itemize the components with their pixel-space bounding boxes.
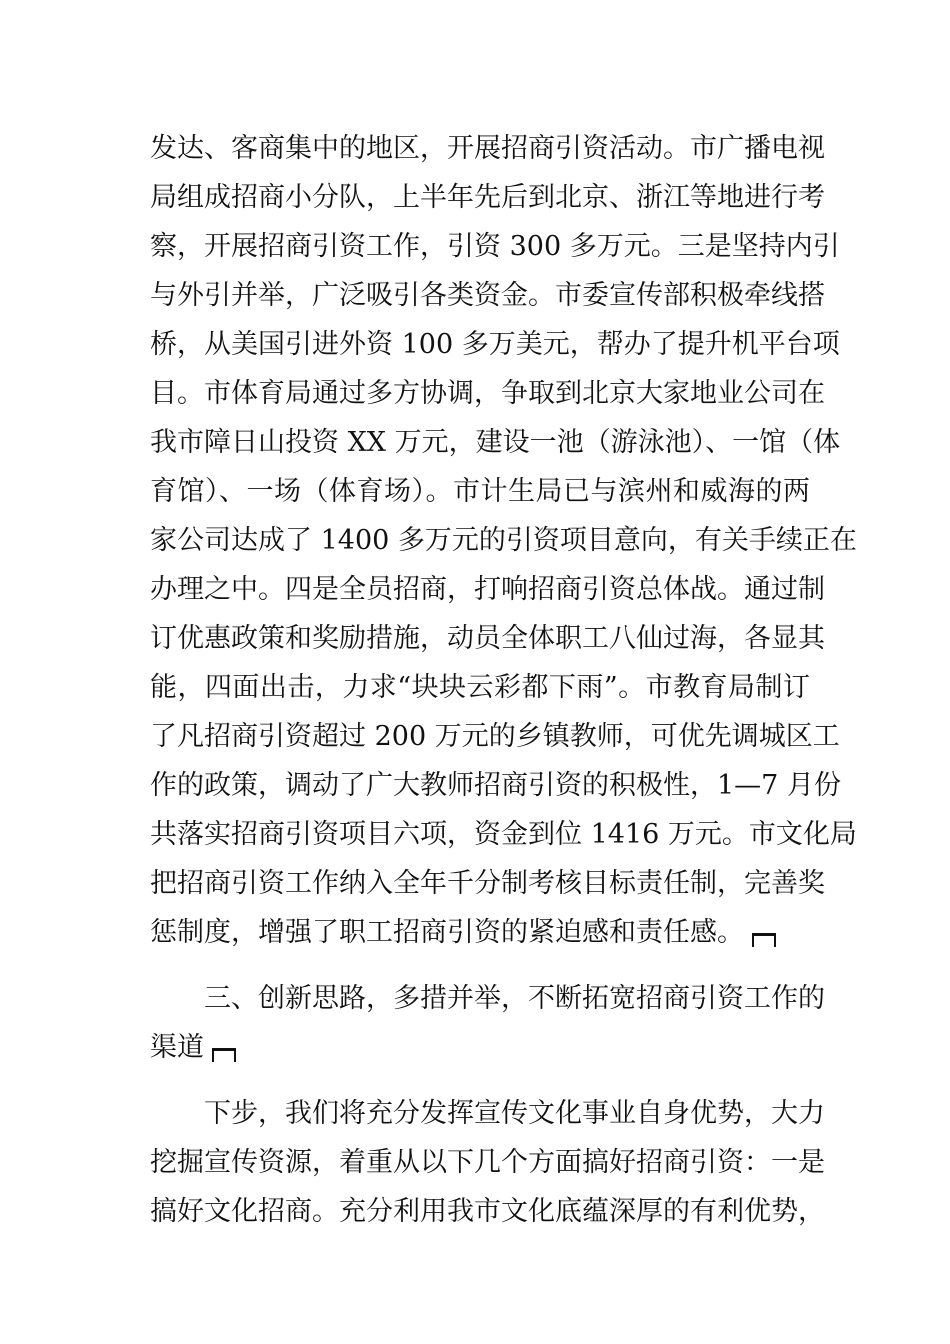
- section-heading-3: [150, 974, 825, 1072]
- text-line: 把招商引资工作纳入全年千分制考核目标责任制，完善奖: [150, 868, 825, 899]
- text-line: 办理之中。四是全员招商，打响招商引资总体战。通过制: [150, 574, 825, 605]
- text-line: 我市障日山投资 XX 万元，建设一池（游泳池）、一馆（体: [150, 427, 841, 458]
- text-line: 家公司达成了 1400 多万元的引资项目意向，有关手续正在: [150, 525, 857, 556]
- heading-line: 三、创新思路，多措并举，不断拓宽招商引资工作的: [204, 983, 825, 1014]
- text-line: 共落实招商引资项目六项，资金到位 1416 万元。市文化局: [150, 819, 857, 850]
- text-line-last: [150, 908, 810, 957]
- text-line-content: 惩制度，增强了职工招商引资的紧迫感和责任感。: [150, 917, 744, 948]
- text-line: 订优惠政策和奖励措施，动员全体职工八仙过海，各显其: [150, 623, 825, 654]
- paragraph-mark-icon: [212, 1048, 236, 1062]
- document-body: [150, 124, 857, 1236]
- paragraph-mark-icon: [752, 933, 776, 947]
- paragraph-2: [150, 1089, 825, 1236]
- text-line: 能，四面出击，力求“块块云彩都下雨”。市教育局制订: [150, 672, 810, 703]
- text-line: 搞好文化招商。充分利用我市文化底蕴深厚的有利优势，: [150, 1196, 825, 1227]
- text-line: 发达、客商集中的地区，开展招商引资活动。市广播电视: [150, 133, 825, 164]
- paragraph-gap: [150, 1072, 810, 1089]
- paragraph-1: [150, 124, 857, 957]
- text-line: 了凡招商引资超过 200 万元的乡镇教师，可优先调城区工: [150, 721, 840, 752]
- text-line: 挖掘宣传资源，着重从以下几个方面搞好招商引资：一是: [150, 1147, 825, 1178]
- text-line: 下步，我们将充分发挥宣传文化事业自身优势，大力: [204, 1098, 825, 1129]
- heading-line-content: 渠道: [150, 1032, 204, 1063]
- text-line: 与外引并举，广泛吸引各类资金。市委宣传部积极牵线搭: [150, 280, 825, 311]
- text-line: 局组成招商小分队，上半年先后到北京、浙江等地进行考: [150, 182, 825, 213]
- heading-line-last: [150, 1023, 810, 1072]
- text-line: 目。市体育局通过多方协调，争取到北京大家地业公司在: [150, 378, 825, 409]
- text-line: 桥，从美国引进外资 100 多万美元，帮办了提升机平台项: [150, 329, 840, 360]
- paragraph-gap: [150, 957, 810, 974]
- text-line: 育馆）、一场（体育场）。市计生局已与滨州和威海的两: [150, 476, 810, 507]
- text-line: 作的政策，调动了广大教师招商引资的积极性，1—7 月份: [150, 770, 841, 801]
- text-line: 察，开展招商引资工作，引资 300 多万元。三是坚持内引: [150, 231, 840, 262]
